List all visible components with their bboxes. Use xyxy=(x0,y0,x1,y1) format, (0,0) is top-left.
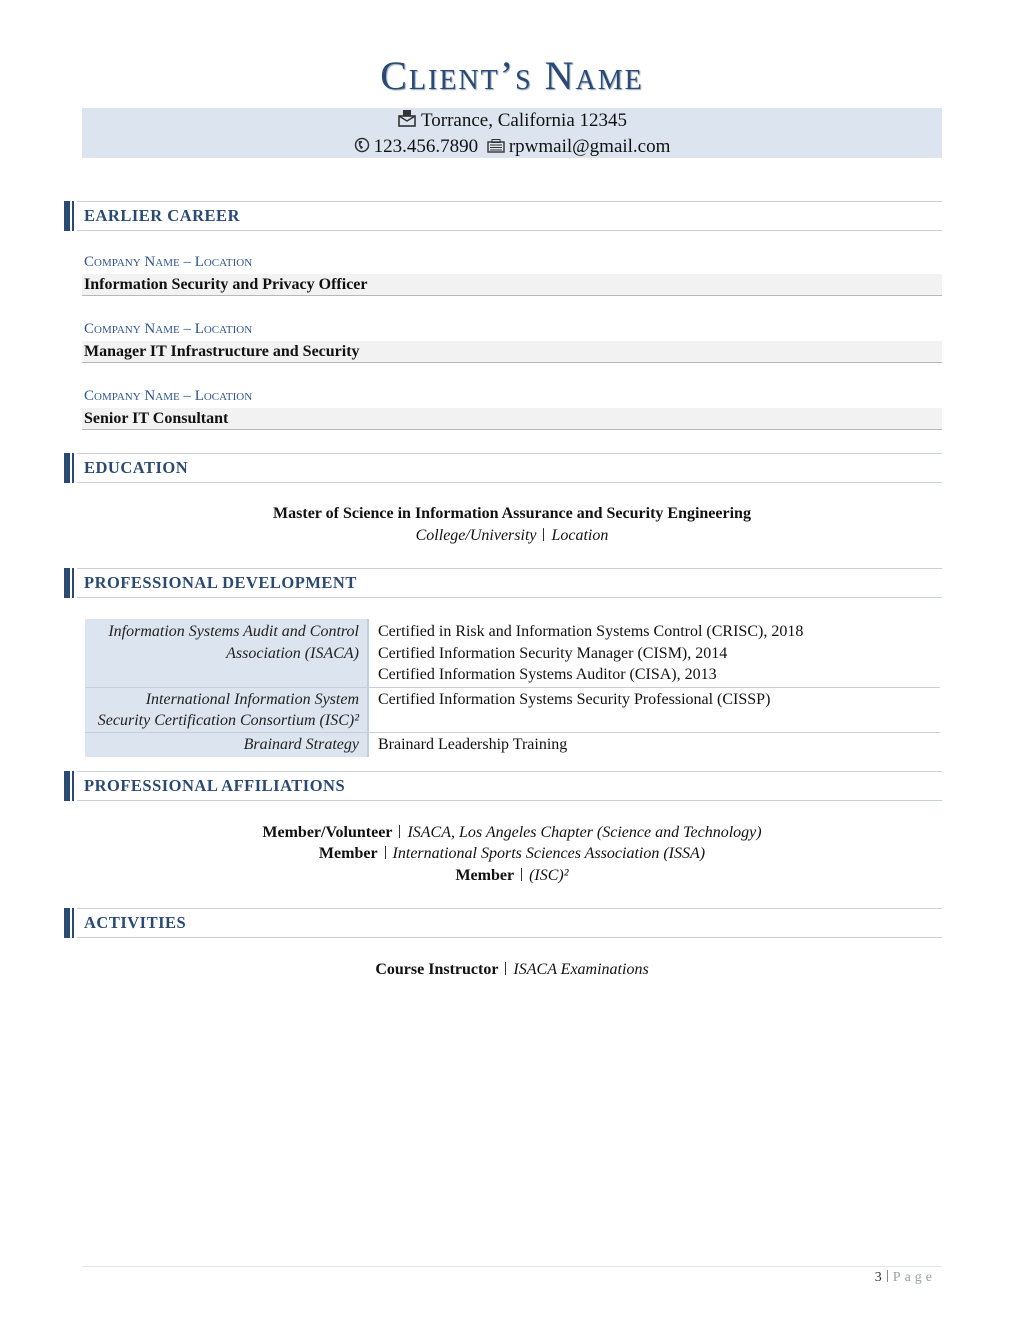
section-title: ACTIVITIES xyxy=(84,913,187,932)
organization: Brainard Strategy xyxy=(85,732,368,756)
certifications xyxy=(368,619,940,687)
footer-divider xyxy=(82,1266,942,1267)
address-icon xyxy=(397,109,417,134)
certifications xyxy=(368,687,940,732)
table-row xyxy=(85,732,940,756)
table-row xyxy=(85,619,940,687)
affiliation-line xyxy=(0,845,1024,863)
certification: Certified Information Security Manager (CISM), 2014 xyxy=(378,644,728,662)
phone-text: 123.456.7890 xyxy=(373,136,479,158)
affiliation-line xyxy=(0,824,1024,842)
activity-line xyxy=(0,961,1024,979)
affiliation-role: Member xyxy=(455,867,515,884)
client-name: Client’s Name xyxy=(380,53,644,98)
certifications xyxy=(368,732,940,756)
affiliation-org: ISACA, Los Angeles Chapter (Science and Technology) xyxy=(407,824,762,841)
certification: Certified Information Systems Security Professional (CISSP) xyxy=(378,690,771,708)
certification: Brainard Leadership Training xyxy=(378,735,568,753)
activity-role: Course Instructor xyxy=(375,961,499,978)
section-professional-development xyxy=(64,568,942,598)
certification: Certified Information Systems Auditor (CISA), 2013 xyxy=(378,666,717,684)
email-icon xyxy=(487,135,505,160)
section-education xyxy=(64,453,942,483)
school: College/University xyxy=(415,527,537,544)
phone-icon xyxy=(354,135,370,160)
page-label: Page xyxy=(892,1270,936,1285)
section-title: EDUCATION xyxy=(84,458,189,477)
affiliation-org: International Sports Sciences Association (ISSA) xyxy=(392,845,706,862)
development-table xyxy=(85,619,940,757)
organization: Information Systems Audit and Control Association (ISACA) xyxy=(85,619,368,687)
section-activities xyxy=(64,908,942,938)
affiliation-role: Member/Volunteer xyxy=(262,824,393,841)
address-line xyxy=(82,108,942,134)
affiliation-line xyxy=(0,867,1024,885)
organization: International Information System Security Certification Consortium (ISC)² xyxy=(85,687,368,732)
email-text: rpwmail@gmail.com xyxy=(508,136,671,158)
section-title: EARLIER CAREER xyxy=(84,206,240,225)
section-title: PROFESSIONAL DEVELOPMENT xyxy=(84,573,357,592)
page-footer xyxy=(0,1270,936,1286)
job-title: Information Security and Privacy Officer xyxy=(82,274,942,296)
school-location: Location xyxy=(551,527,609,544)
section-earlier-career xyxy=(64,201,942,231)
page-number: 3 xyxy=(874,1270,882,1285)
job-title: Senior IT Consultant xyxy=(82,408,942,430)
job-title: Manager IT Infrastructure and Security xyxy=(82,341,942,363)
company-name: Company Name – Location xyxy=(84,254,253,270)
section-title: PROFESSIONAL AFFILIATIONS xyxy=(84,776,346,795)
degree: Master of Science in Information Assurance and Security Engineering xyxy=(273,505,751,522)
phone-email-line xyxy=(82,134,942,160)
section-professional-affiliations xyxy=(64,771,942,801)
table-row xyxy=(85,687,940,732)
activity-org: ISACA Examinations xyxy=(513,961,649,978)
school-line xyxy=(0,527,1024,545)
certification: Certified in Risk and Information Systems Control (CRISC), 2018 xyxy=(378,623,804,640)
affiliation-role: Member xyxy=(318,845,378,862)
company-name: Company Name – Location xyxy=(84,321,253,337)
address-text: Torrance, California 12345 xyxy=(420,110,627,131)
affiliation-org: (ISC)² xyxy=(529,867,569,884)
company-name: Company Name – Location xyxy=(84,388,253,404)
contact-band xyxy=(82,108,942,158)
